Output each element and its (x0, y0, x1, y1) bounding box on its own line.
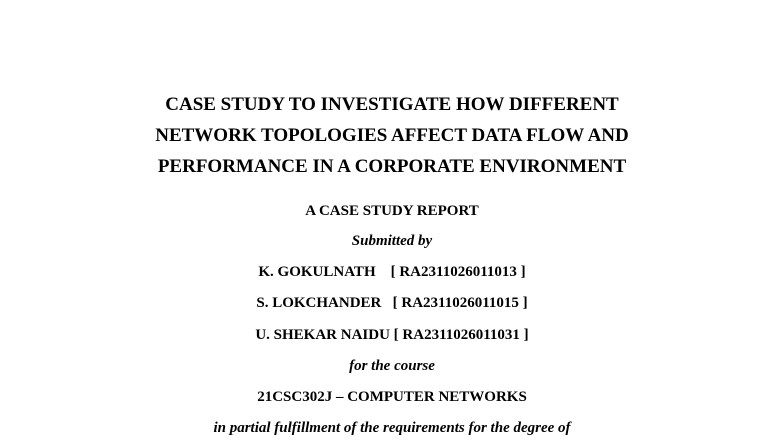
title-line-1: CASE STUDY TO INVESTIGATE HOW DIFFERENT (165, 94, 619, 115)
course-name: 21CSC302J – COMPUTER NETWORKS (257, 389, 527, 405)
author-3: U. SHEKAR NAIDU [ RA2311026011031 ] (255, 327, 529, 343)
author-2: S. LOKCHANDER [ RA2311026011015 ] (256, 295, 528, 311)
author-1: K. GOKULNATH [ RA2311026011013 ] (258, 264, 526, 280)
title-line-3: PERFORMANCE IN A CORPORATE ENVIRONMENT (157, 156, 627, 177)
report-title (0, 89, 784, 182)
title-line-2: NETWORK TOPOLOGIES AFFECT DATA FLOW AND (155, 125, 629, 146)
fulfillment-statement: in partial fulfillment of the requirements for the degree of (213, 420, 571, 436)
submitted-by-label: Submitted by (351, 233, 433, 249)
for-the-course-label: for the course (349, 358, 435, 374)
report-type: A CASE STUDY REPORT (305, 203, 479, 219)
